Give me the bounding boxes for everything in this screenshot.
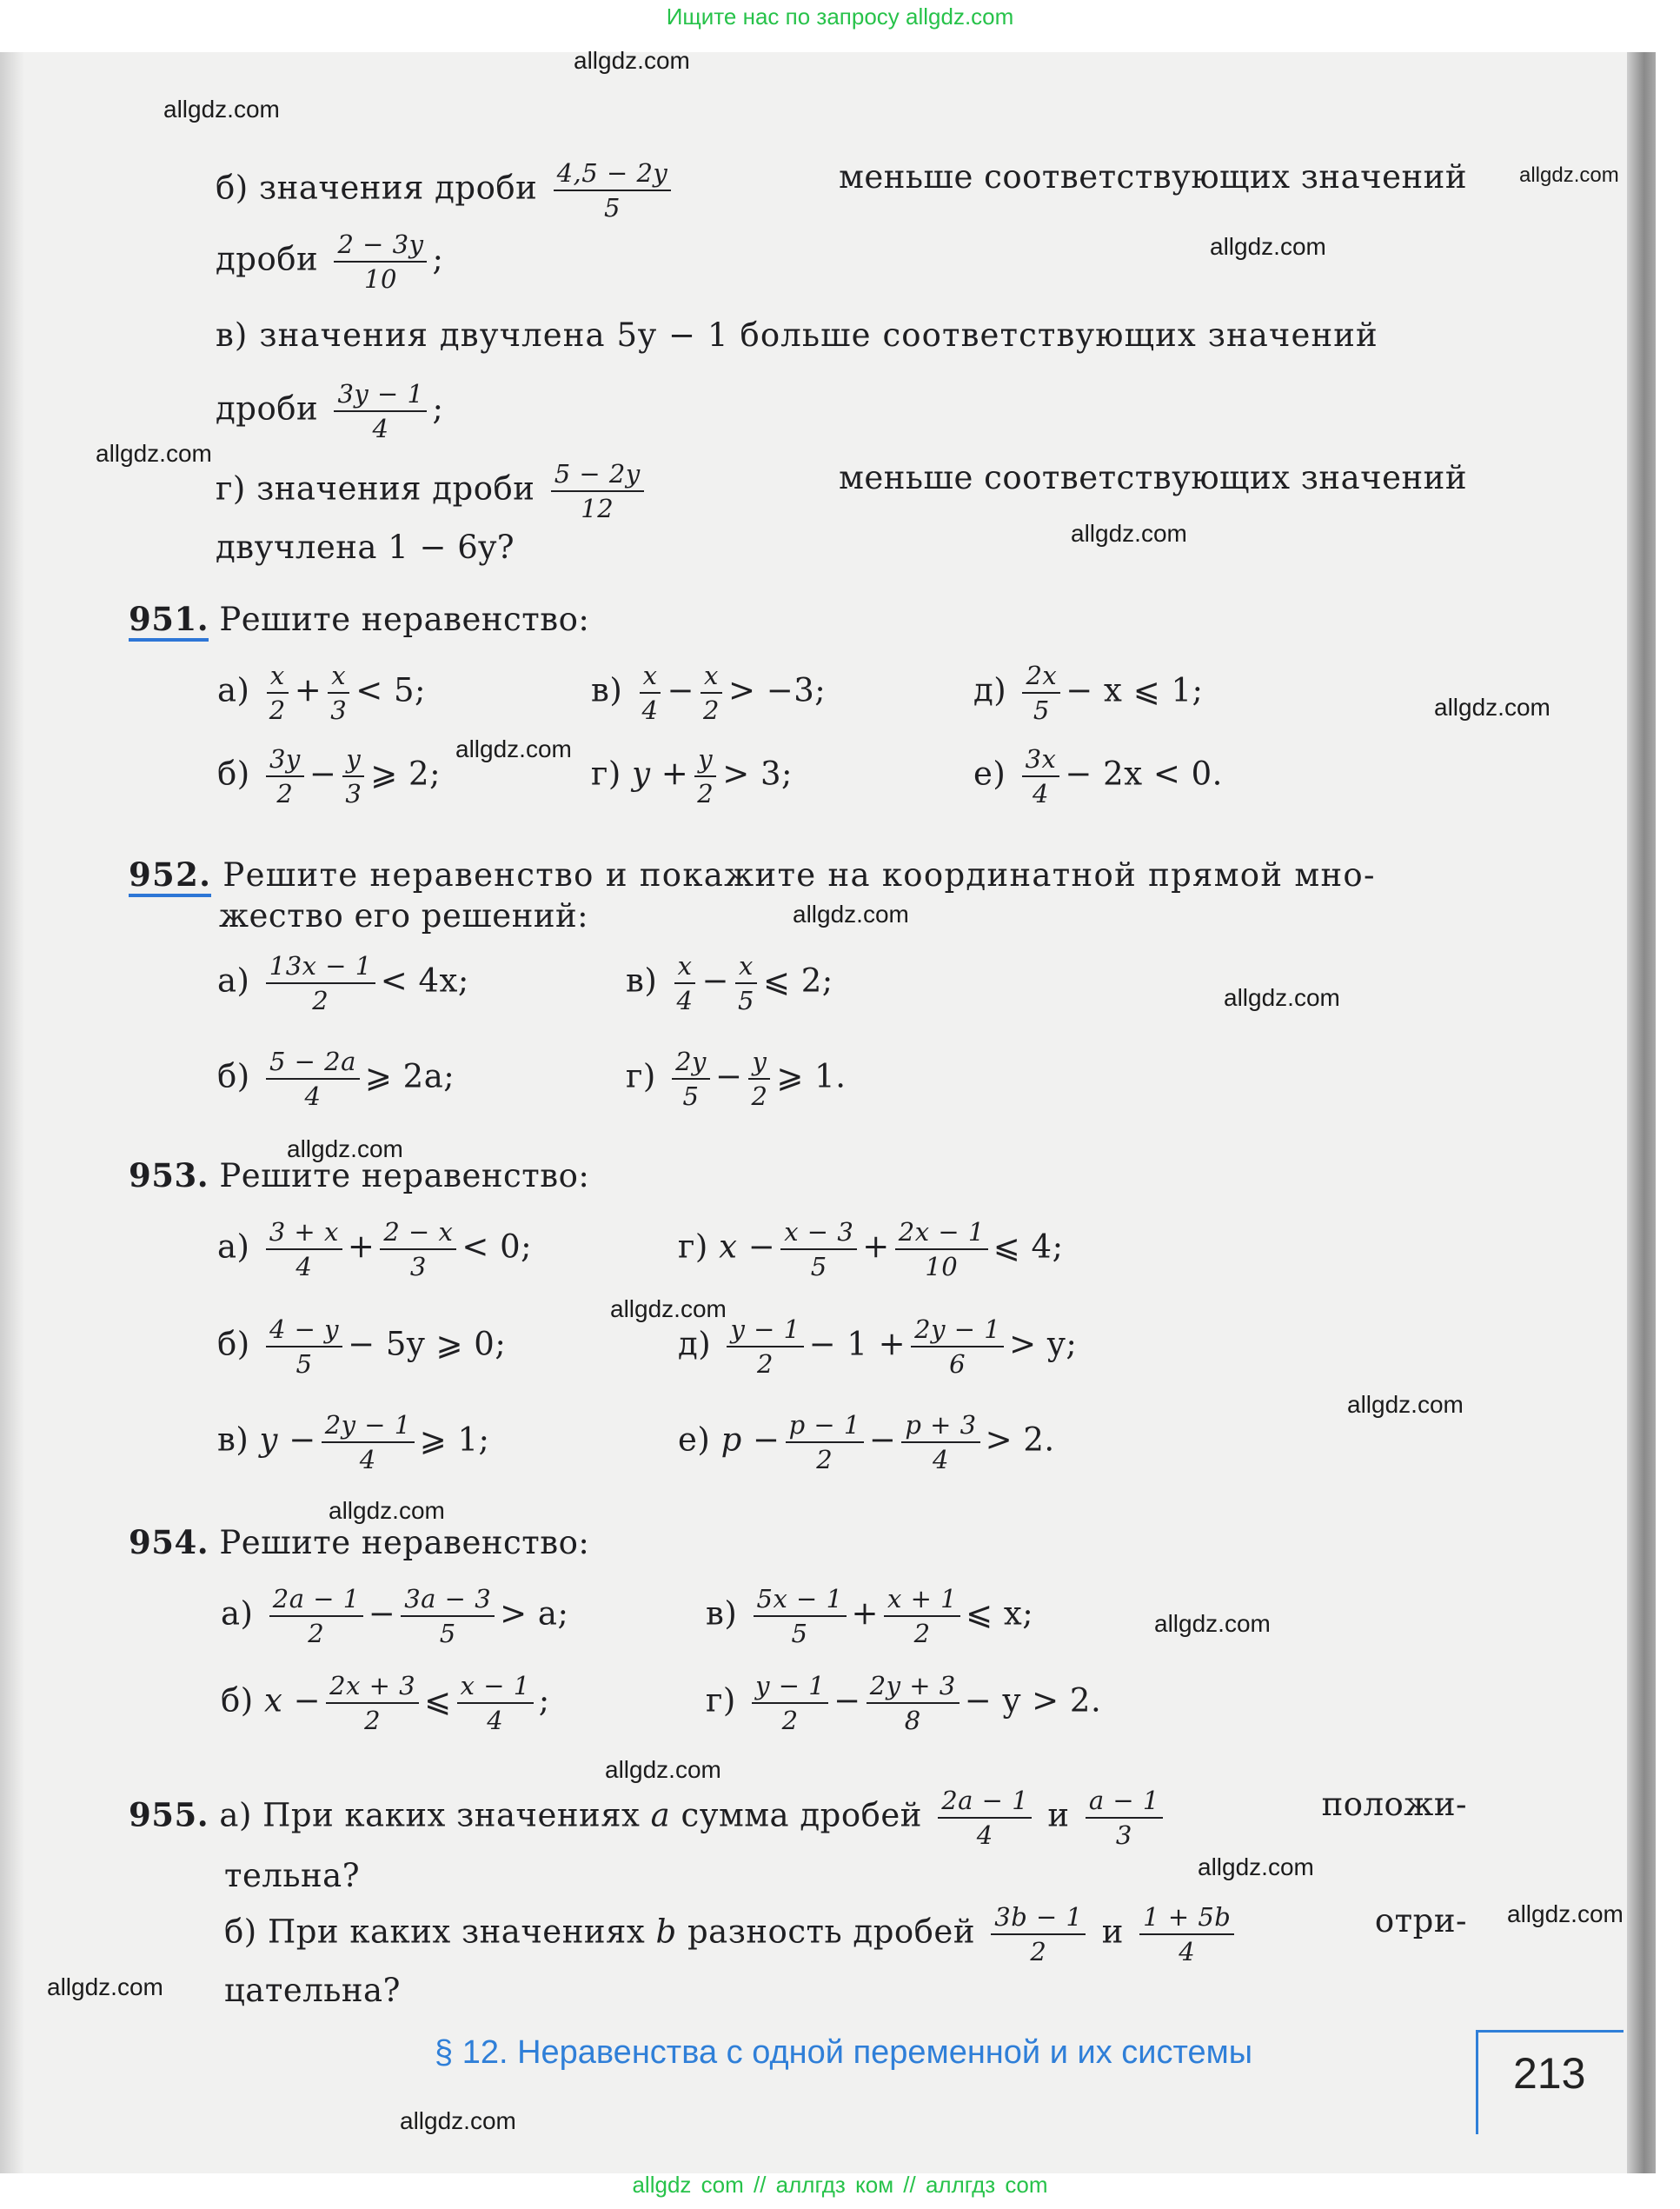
watermark: allgdz.com (1507, 1900, 1624, 1927)
watermark: allgdz.com (793, 901, 909, 928)
fraction: $\frac{2y + 3}{8}$ (867, 1671, 960, 1735)
cont-g-line: г) значения дроби $\frac{5 - 2y}{12}$ меньше соответствующих значений (216, 459, 1467, 524)
watermark: allgdz.com (287, 1135, 403, 1162)
problem-952-a: а) $\frac{13x - 1}{2}$ < 4x; (217, 951, 469, 1016)
watermark: allgdz.com (1210, 233, 1326, 260)
problem-953-a: а) $\frac{3 + x}{4}$ + $\frac{2 - x}{3}$ < 0; (217, 1217, 533, 1282)
fraction: $\frac{2y}{5}$ (672, 1047, 710, 1111)
fraction: $\frac{2x + 3}{2}$ (326, 1671, 419, 1735)
fraction: $\frac{2 - x}{3}$ (380, 1217, 456, 1281)
problem-number: 952. (129, 855, 211, 897)
fraction: $\frac{13x - 1}{2}$ (266, 951, 375, 1015)
fraction: $\frac{x + 1}{2}$ (884, 1584, 960, 1648)
fraction: $\frac{4,5 - 2y}{5}$ (554, 158, 672, 223)
cont-v-line: в) значения двучлена 5y − 1 больше соответствующих значений (216, 316, 1378, 354)
problem-955-b: б) При каких значениях b разность дробей $\frac{3b - 1}{2}$ и $\frac{1 + 5b}{4}$ отри- (224, 1902, 1467, 1967)
problem-951-b: б) $\frac{3y}{2}$ − $\frac{y}{3}$ ⩾ 2; (217, 744, 442, 809)
problem-952-g: г) $\frac{2y}{5}$ − $\frac{y}{2}$ ⩾ 1. (626, 1047, 847, 1112)
cont-v-line2: дроби $\frac{3y - 1}{4}$ ; (216, 379, 444, 444)
problem-951-e: е) $\frac{3x}{4}$ − 2x < 0. (973, 744, 1223, 809)
problem-953-header: 953. Решите неравенство: (129, 1156, 590, 1194)
fraction: $\frac{p - 1}{2}$ (786, 1410, 864, 1474)
problem-number: 951. (129, 600, 209, 642)
problem-952-header-2: жество его решений: (219, 897, 589, 935)
fraction: $\frac{2a - 1}{2}$ (269, 1584, 363, 1648)
watermark: allgdz.com (1071, 520, 1187, 547)
watermark: allgdz.com (1434, 694, 1551, 721)
watermark: allgdz.com (1154, 1610, 1271, 1637)
section-footer: § 12. Неравенства с одной переменной и их системы (435, 2034, 1253, 2071)
problem-953-e: е) p − $\frac{p - 1}{2}$ − $\frac{p + 3}{4}$ > 2. (678, 1410, 1055, 1475)
page-number: 213 (1476, 2030, 1624, 2134)
fraction: $\frac{1 + 5b}{4}$ (1139, 1902, 1234, 1966)
fraction: $\frac{x}{4}$ (674, 951, 697, 1015)
problem-955-b-2: цательна? (224, 1972, 401, 2009)
bottom-banner[interactable]: allgdz com // аллгдз ком // аллгдз com (632, 2172, 1048, 2198)
watermark: allgdz.com (1347, 1391, 1464, 1418)
fraction: $\frac{x - 3}{5}$ (780, 1217, 857, 1281)
watermark: allgdz.com (163, 96, 280, 123)
problem-951-d: д) $\frac{2x}{5}$ − x ⩽ 1; (973, 661, 1204, 726)
problem-955-a-2: тельна? (224, 1857, 361, 1894)
watermark: allgdz.com (455, 735, 572, 762)
fraction: $\frac{p + 3}{4}$ (901, 1410, 979, 1474)
problem-951-v: в) $\frac{x}{4}$ − $\frac{x}{2}$ > −3; (591, 661, 827, 726)
problem-954-v: в) $\frac{5x - 1}{5}$ + $\frac{x + 1}{2}$ ⩽ x; (706, 1584, 1034, 1649)
problem-953-v: в) y − $\frac{2y - 1}{4}$ ⩾ 1; (217, 1410, 490, 1475)
fraction: $\frac{3a - 3}{5}$ (401, 1584, 495, 1648)
fraction: $\frac{2y - 1}{4}$ (322, 1410, 415, 1474)
watermark: allgdz.com (1224, 984, 1340, 1011)
fraction: $\frac{3x}{4}$ (1022, 744, 1060, 808)
fraction: $\frac{y - 1}{2}$ (752, 1671, 828, 1735)
problem-951-g: г) y + $\frac{y}{2}$ > 3; (591, 744, 793, 809)
watermark: allgdz.com (400, 2107, 516, 2134)
watermark: allgdz.com (47, 1973, 163, 2000)
watermark: allgdz.com (610, 1295, 727, 1322)
text: б) значения дроби (216, 169, 538, 207)
fraction: $\frac{x}{3}$ (327, 661, 350, 725)
problem-952-header: 952. Решите неравенство и покажите на координатной прямой мно- (129, 855, 1467, 894)
fraction: $\frac{x - 1}{4}$ (457, 1671, 534, 1735)
page-left-edge (0, 52, 24, 2173)
problem-952-v: в) $\frac{x}{4}$ − $\frac{x}{5}$ ⩽ 2; (626, 951, 833, 1016)
fraction: $\frac{5x - 1}{5}$ (754, 1584, 847, 1648)
problem-951-header: 951. Решите неравенство: (129, 600, 589, 638)
problem-954-g: г) $\frac{y - 1}{2}$ − $\frac{2y + 3}{8}$ − y > 2. (706, 1671, 1102, 1736)
cont-g-line2: двучлена 1 − 6y? (216, 529, 515, 566)
problem-number: 955. (129, 1795, 209, 1834)
problem-951-a: а) $\frac{x}{2}$ + $\frac{x}{3}$ < 5; (217, 661, 426, 726)
watermark: allgdz.com (96, 440, 212, 467)
problem-952-b: б) $\frac{5 - 2a}{4}$ ⩾ 2a; (217, 1047, 455, 1112)
problem-953-d: д) $\frac{y - 1}{2}$ − 1 + $\frac{2y - 1}{6}$ > y; (678, 1314, 1078, 1380)
watermark: allgdz.com (1198, 1853, 1314, 1880)
watermark: allgdz.com (329, 1497, 445, 1524)
problem-953-b: б) $\frac{4 - y}{5}$ − 5y ⩾ 0; (217, 1314, 507, 1380)
fraction: $\frac{y}{2}$ (747, 1047, 771, 1111)
fraction: $\frac{x}{5}$ (734, 951, 758, 1015)
fraction: $\frac{2x}{5}$ (1022, 661, 1060, 725)
problem-number: 954. (129, 1523, 209, 1561)
fraction: $\frac{x}{4}$ (639, 661, 662, 725)
watermark: allgdz.com (1519, 163, 1619, 187)
fraction: $\frac{a - 1}{3}$ (1086, 1786, 1163, 1850)
fraction: $\frac{3b - 1}{2}$ (991, 1902, 1086, 1966)
fraction: $\frac{3 + x}{4}$ (266, 1217, 342, 1281)
fraction: $\frac{2 - 3y}{10}$ (334, 230, 427, 294)
fraction: $\frac{y}{2}$ (694, 744, 717, 808)
page-right-edge (1627, 52, 1656, 2173)
problem-number: 953. (129, 1156, 209, 1194)
problem-954-b: б) x − $\frac{2x + 3}{2}$ ⩽ $\frac{x - 1}{4}$ ; (221, 1671, 550, 1736)
cont-b-line (216, 158, 1467, 223)
problem-953-g: г) x − $\frac{x - 3}{5}$ + $\frac{2x - 1}{10}$ ⩽ 4; (678, 1217, 1064, 1282)
top-banner[interactable]: Ищите нас по запросу allgdz.com (666, 3, 1014, 30)
fraction: $\frac{x}{2}$ (700, 661, 723, 725)
fraction: $\frac{5 - 2y}{12}$ (551, 459, 644, 523)
fraction: $\frac{3y}{2}$ (266, 744, 304, 808)
fraction: $\frac{5 - 2a}{4}$ (266, 1047, 360, 1111)
fraction: $\frac{4 - y}{5}$ (266, 1314, 342, 1379)
fraction: $\frac{y - 1}{2}$ (727, 1314, 803, 1379)
text: меньше соответствующих значений (839, 158, 1467, 196)
watermark: allgdz.com (605, 1756, 721, 1783)
fraction: $\frac{2a - 1}{4}$ (938, 1786, 1032, 1850)
watermark: allgdz.com (574, 47, 690, 74)
cont-b-line2: дроби $\frac{2 - 3y}{10}$ ; (216, 230, 444, 295)
problem-954-header: 954. Решите неравенство: (129, 1523, 590, 1561)
fraction: $\frac{y}{3}$ (342, 744, 365, 808)
fraction: $\frac{2x - 1}{10}$ (895, 1217, 988, 1281)
textbook-page (0, 52, 1656, 2173)
fraction: $\frac{2y - 1}{6}$ (911, 1314, 1004, 1379)
problem-954-a: а) $\frac{2a - 1}{2}$ − $\frac{3a - 3}{5}$ > a; (221, 1584, 569, 1649)
fraction: $\frac{3y - 1}{4}$ (334, 379, 427, 443)
fraction: $\frac{x}{2}$ (266, 661, 289, 725)
problem-955-a: 955. а) При каких значениях a сумма дробей $\frac{2a - 1}{4}$ и $\frac{a - 1}{3}$ положи- (129, 1786, 1467, 1851)
